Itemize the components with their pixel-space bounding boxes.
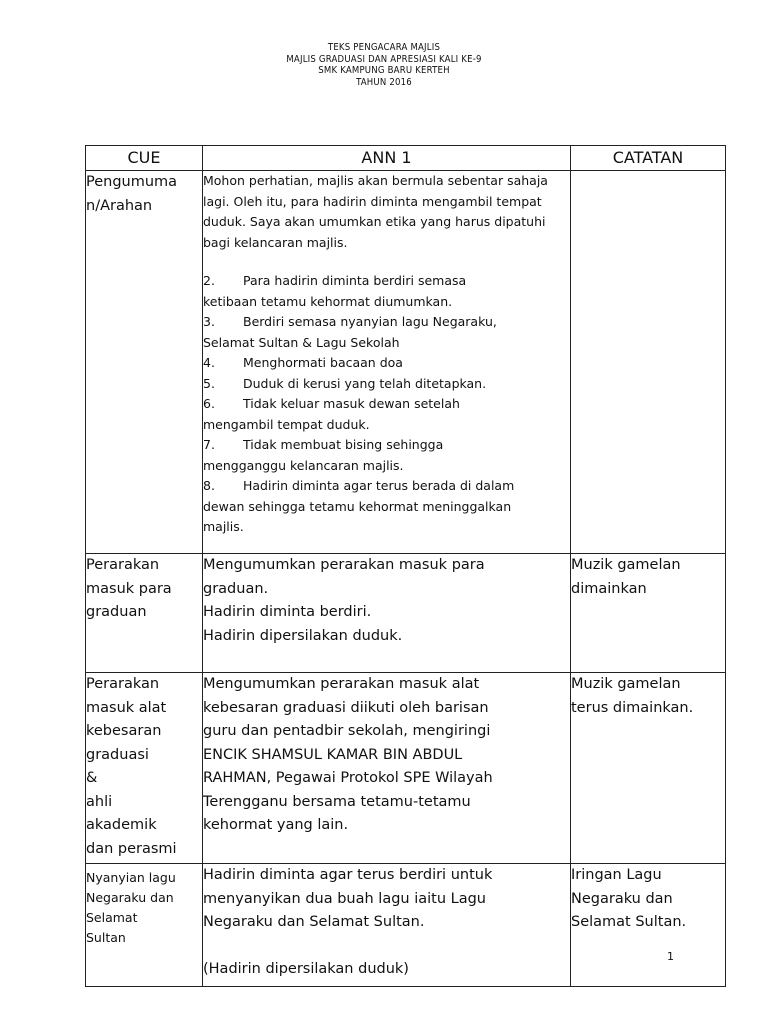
list-item-text: ketibaan tetamu kehormat diumumkan. [203,293,453,309]
ann-cell [203,673,571,864]
header-line-3: SMK KAMPUNG BARU KERTEH [318,65,450,76]
cue-line: Nyanyian lagu [86,870,176,885]
table-row [86,554,726,673]
ann-cell [203,554,571,673]
page-number: 1 [667,950,674,963]
list-item [203,333,570,354]
note-line: Muzik gamelan [571,557,681,573]
note-cell [571,554,726,673]
list-item [203,292,570,313]
list-item-text: Tidak membuat bising sehingga [243,437,444,452]
ann-line: Hadirin diminta berdiri. [203,604,372,620]
ann-line: guru dan pentadbir sekolah, mengiringi [203,723,491,739]
list-item-number: 6. [203,396,215,411]
cue-cell [86,171,203,554]
cue-line: masuk alat [86,699,167,716]
column-header-catatan: CATATAN [571,146,726,171]
list-item-text: Selamat Sultan & Lagu Sekolah [203,334,400,350]
list-item [203,497,570,518]
note-line: Iringan Lagu [571,867,662,883]
cue-line: Sultan [86,930,126,945]
column-header-ann: ANN 1 [203,146,571,171]
note-line: Selamat Sultan. [571,914,687,930]
list-item-text: Tidak keluar masuk dewan setelah [243,396,460,411]
cue-line: Negaraku dan [86,890,174,905]
note-line: Muzik gamelan [571,676,681,692]
cue-line: Perarakan [86,557,160,573]
header-line-2: MAJLIS GRADUASI DAN APRESIASI KALI KE-9 [286,53,482,65]
cue-line: & [86,770,98,786]
list-item [203,415,570,436]
list-item-text: Berdiri semasa nyanyian lagu Negaraku, [243,314,497,329]
table-row [86,864,726,987]
list-item [203,435,570,456]
note-cell [571,673,726,864]
cue-cell [86,864,203,987]
list-item-text: dewan sehingga tetamu kehormat meninggalkan [203,498,512,514]
cue-line: dan perasmi [86,840,177,857]
cue-line: ahli [86,793,113,810]
list-item [203,517,570,538]
ann-line: kehormat yang lain. [203,817,349,833]
cue-line: graduasi [86,746,149,763]
list-item-text: mengganggu kelancaran majlis. [203,457,404,473]
header-line-4: TAHUN 2016 [356,76,412,88]
script-table [85,145,726,987]
ann-line: Hadirin diminta agar terus berdiri untuk [203,867,493,883]
ann-line: Terengganu bersama tetamu-tetamu [203,793,471,810]
table-row [86,171,726,554]
list-item [203,312,570,333]
cue-line: n/Arahan [86,197,153,214]
etiquette-list [203,271,570,538]
ann-line: Mengumumkan perarakan masuk alat [203,676,480,692]
cue-line: masuk para [86,580,172,597]
table-row [86,673,726,864]
intro-paragraph: Mohon perhatian, majlis akan bermula sebentar sahaja lagi. Oleh itu, para hadirin diminta mengambil tempat duduk. Saya akan umumkan etika yang harus dipatuhi bagi kelancaran majlis. [203,173,548,250]
ann-line: Hadirin dipersilakan duduk. [203,627,403,644]
ann-line: RAHMAN, Pegawai Protokol SPE Wilayah [203,770,493,786]
list-item [203,353,570,374]
table-header-row [86,146,726,171]
list-item [203,476,570,497]
cue-line: graduan [86,604,147,620]
cue-line: kebesaran [86,723,162,739]
cue-line: Pengumuma [86,174,178,190]
spacer [203,935,570,959]
list-item [203,271,570,292]
note-line: Negaraku dan [571,890,673,907]
header-line-1: TEKS PENGACARA MAJLIS [327,42,441,53]
list-item-text: Para hadirin diminta berdiri semasa [243,273,467,288]
ann-line: menyanyikan dua buah lagu iaitu Lagu [203,890,486,907]
ann-cell [203,171,571,554]
list-item [203,456,570,477]
list-item-text: Menghormati bacaan doa [243,355,403,370]
note-line: terus dimainkan. [571,699,694,716]
list-item-text: mengambil tempat duduk. [203,416,370,432]
ann-line: kebesaran graduasi diikuti oleh barisan [203,699,489,716]
cue-line: Selamat [86,910,138,925]
column-header-cue: CUE [86,146,203,171]
list-item-text: Duduk di kerusi yang telah ditetapkan. [243,375,487,391]
cue-line: Perarakan [86,676,160,692]
document-header [0,42,768,88]
ann-cell [203,864,571,987]
note-cell [571,171,726,554]
list-item-number: 8. [203,478,215,493]
list-item [203,394,570,415]
cue-line: akademik [86,817,157,833]
list-item-number: 2. [203,273,215,288]
list-item-number: 3. [203,314,215,329]
list-item-number: 4. [203,355,215,370]
ann-line: Negaraku dan Selamat Sultan. [203,914,425,930]
cue-cell [86,554,203,673]
list-item-text: majlis. [203,519,244,534]
list-item-text: Hadirin diminta agar terus berada di dalam [243,478,515,493]
cue-cell [86,673,203,864]
list-item [203,374,570,395]
ann-line: Mengumumkan perarakan masuk para [203,557,485,573]
note-line: dimainkan [571,580,647,597]
note-cell [571,864,726,987]
list-item-number: 7. [203,437,215,452]
ann-line: graduan. [203,580,269,597]
list-item-number: 5. [203,375,215,391]
ann-line: (Hadirin dipersilakan duduk) [203,961,409,977]
ann-line: ENCIK SHAMSUL KAMAR BIN ABDUL [203,746,463,763]
